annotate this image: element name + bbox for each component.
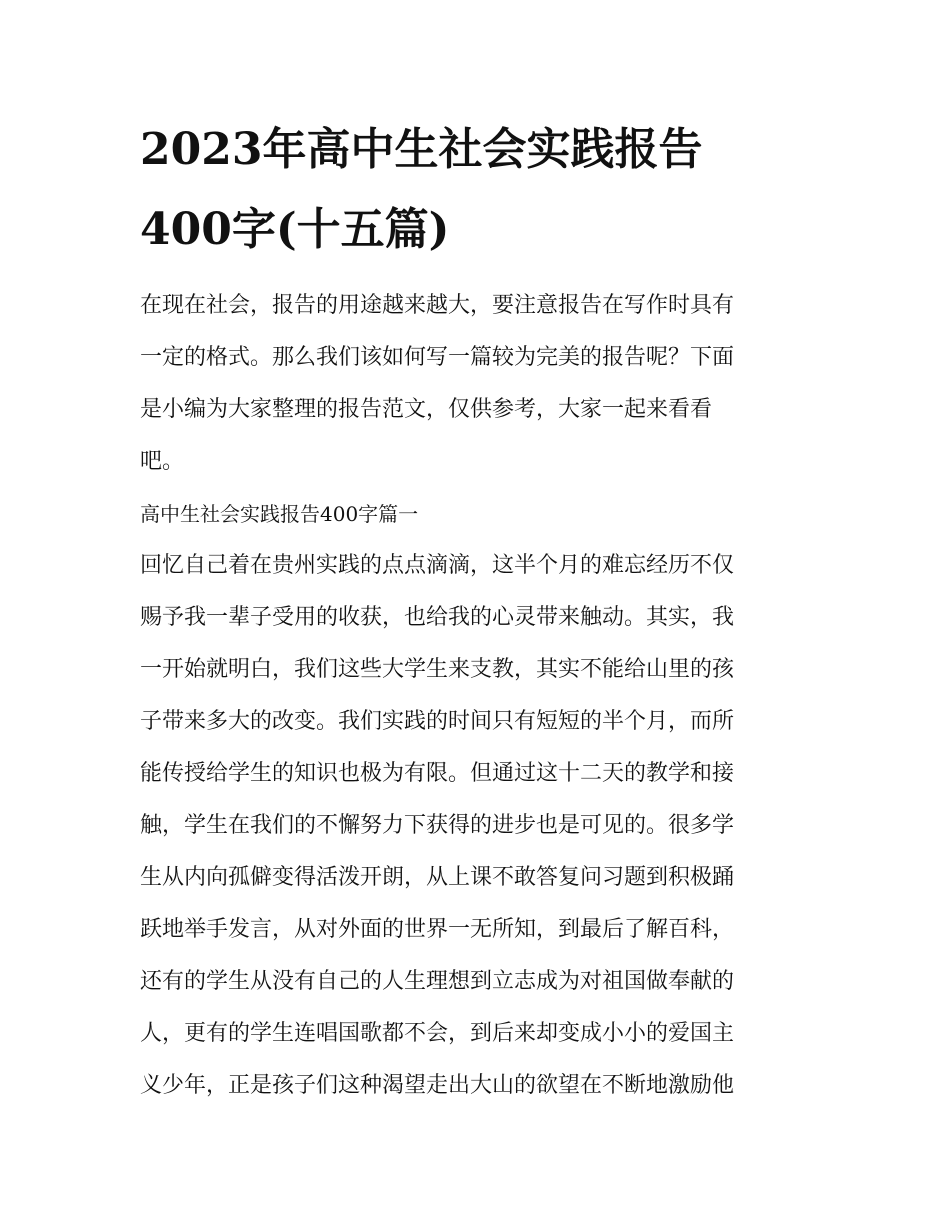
section-heading: 高中生社会实践报告400字篇一 [140, 502, 419, 526]
intro-line: 一定的格式。那么我们该如何写一篇较为完美的报告呢？下面 [140, 345, 735, 370]
body-line: 义少年，正是孩子们这种渴望走出大山的欲望在不断地激励他 [140, 1073, 735, 1098]
intro-line: 在现在社会，报告的用途越来越大，要注意报告在写作时具有 [140, 293, 735, 318]
body-line: 能传授给学生的知识也极为有限。但通过这十二天的教学和接 [140, 761, 735, 786]
body-line: 回忆自己着在贵州实践的点点滴滴，这半个月的难忘经历不仅 [140, 553, 735, 578]
body-line: 生从内向孤僻变得活泼开朗，从上课不敢答复问习题到积极踊 [140, 865, 735, 890]
document-page [140, 110, 820, 1112]
document-title [140, 110, 820, 270]
title-line: 2023年高中生社会实践报告 [140, 124, 703, 175]
body-line: 跃地举手发言，从对外面的世界一无所知，到最后了解百科， [140, 917, 735, 942]
intro-line: 是小编为大家整理的报告范文，仅供参考，大家一起来看看 [140, 397, 713, 422]
body-paragraph [140, 540, 820, 1112]
body-line: 一开始就明白，我们这些大学生来支教，其实不能给山里的孩 [140, 657, 735, 682]
body-line: 赐予我一辈子受用的收获，也给我的心灵带来触动。其实，我 [140, 605, 735, 630]
intro-paragraph [140, 280, 820, 488]
intro-line: 吧。 [140, 449, 185, 474]
body-line: 还有的学生从没有自己的人生理想到立志成为对祖国做奉献的 [140, 969, 735, 994]
body-line: 触，学生在我们的不懈努力下获得的进步也是可见的。很多学 [140, 813, 735, 838]
body-line: 人，更有的学生连唱国歌都不会，到后来却变成小小的爱国主 [140, 1021, 735, 1046]
title-line: 400字(十五篇) [140, 204, 450, 255]
body-line: 子带来多大的改变。我们实践的时间只有短短的半个月，而所 [140, 709, 735, 734]
